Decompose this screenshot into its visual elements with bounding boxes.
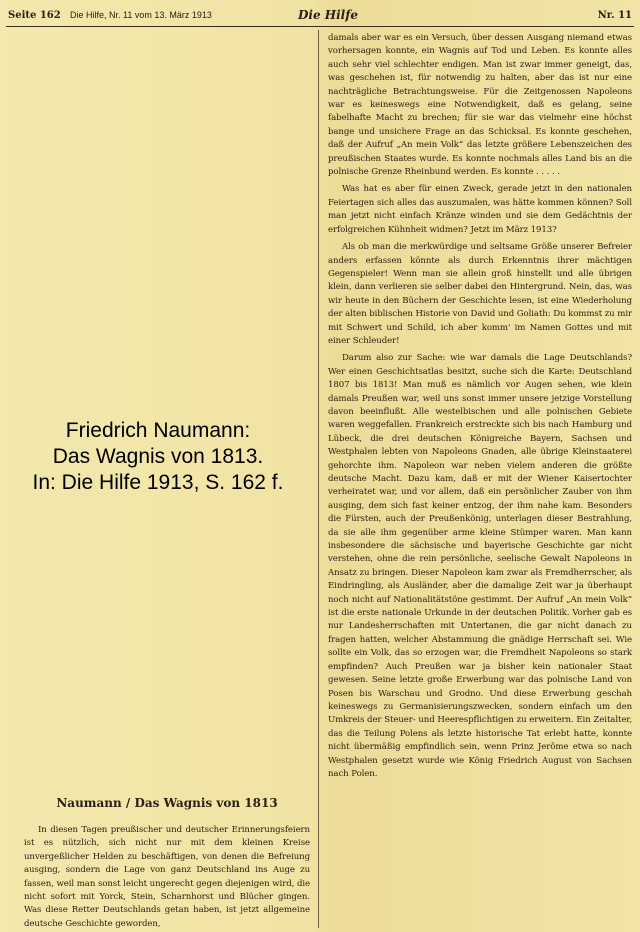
- paragraph: Was hat es aber für einen Zweck, gerade jetzt in den nationalen Feiertagen sich alles das auszumalen, was hätte kommen können? Soll man jetzt nicht einfach Kränze winden und sie dem Gedächtnis der erfolgreichen Kühnheit widmen? Jetzt im März 1913?: [328, 184, 632, 235]
- issue-info: Die Hilfe, Nr. 11 vom 13. März 1913: [70, 10, 212, 20]
- issue-number: Nr. 11: [597, 10, 632, 21]
- journal-title: Die Hilfe: [298, 8, 359, 22]
- article-start: [24, 796, 310, 931]
- paragraph: In diesen Tagen preußischer und deutscher Erinnerungsfeiern ist es nützlich, sich nicht nur mit dem kleinen Kreise unvergeßlicher Helden zu beschäftigen, von denen die Befreiung ausging, sondern die Lage von ganz Deutschland ins Auge zu fassen, weil man sonst leicht ungerecht gegen diejenigen wird, die nicht sofort mit Yorck, Stein, Scharnhorst und Blücher gingen. Was diese Retter Deutschlands getan haben, ist jetzt allgemeine deutsche Geschichte geworden,: [24, 825, 310, 929]
- article-body-left: [24, 824, 310, 931]
- article-body-right: [328, 32, 632, 785]
- page-number: Seite 162: [8, 10, 61, 21]
- paragraph: damals aber war es ein Versuch, über dessen Ausgang niemand etwas vorhersagen konnte, ein Wagnis auf Tod und Leben. Es konnte alles auch sehr viel schlechter endigen. Man ist zwar immer geneigt, das, was geschehen ist, für notwendig zu halten, aber das ist nur eine nachträgliche Betrachtungsweise. Für die Zeitgenossen Napoleons war es keineswegs eine Notwendigkeit, daß es gelang, seine fabelhafte Macht zu brechen; für sie war das vielmehr eine höchst bange und unsichere Frage an das Schicksal. Es konnte geschehen, daß der Aufruf „An mein Volk“ das letzte größere Lebenszeichen des preußischen Staates wurde. Es konnte nochmals alles Land bis an die polnische Grenze Rheinbund werden. Es konnte . . . . .: [328, 33, 632, 178]
- caption-line: In: Die Hilfe 1913, S. 162 f.: [32, 471, 284, 494]
- article-title: Naumann / Das Wagnis von 1813: [56, 796, 278, 810]
- column-divider: [318, 30, 319, 928]
- citation-caption: [6, 418, 310, 496]
- caption-line: Das Wagnis von 1813.: [52, 445, 264, 468]
- page-header: [6, 4, 634, 27]
- paragraph: Als ob man die merkwürdige und seltsame Größe unserer Befreier anders erfassen könnte als durch Erkenntnis ihrer mächtigen Gegenspieler! Wenn man sie allein groß hinstellt und alle übrigen klein, dann verlieren sie selber dabei den Hintergrund. Nein, das, was wir heute in den Büchern der Geschichte lesen, ist eine Wiederholung der alten biblischen Historie von David und Goliath: Du kommst zu mir mit Schwert und Schild, ich aber komm' im Namen Gottes und mit einer Schleuder!: [328, 242, 632, 346]
- paragraph: Darum also zur Sache: wie war damals die Lage Deutschlands? Wer einen Geschichtsatlas besitzt, suche sich die Karte: Deutschland 1807 bis 1813! Man muß es nämlich vor Augen sehen, wie klein damals Preußen war, weil uns sonst immer unsere jetzige Vorstellung davon beeinflußt. Alle westelbischen und alle polnischen Gebiete waren weggefallen. Frankreich erstreckte sich bis nach Hamburg und Lübeck, die drei deutschen Königreiche Bayern, Sachsen und Westphalen lebten von Napoleons Gnaden, alle übrige Kleinstaaterei gehorchte ihm. Napoleon war neben vielem anderen die größte deutsche Macht. Dazu kam, daß er mit der Wiener Kaisertochter verheiratet war, und vor allem, daß ein persönlicher Zauber von ihm ausging, dem sich fast keiner entzog, der ihm nahe kam. Besonders die Fürsten, auch der Preußenkönig, unterlagen dieser Bestrahlung, da sie alle ihm gegenüber arme kleine Stümper waren. Man kann insbesondere die sächsische und bayerische Geschichte gar nicht verstehen, ohne die rein persönliche, seelische Gewalt Napoleons in Ansatz zu bringen. Dieser Napoleon kam zwar als Fremdherrscher, als Eindringling, als Ausländer, aber die damalige Zeit war ja überhaupt noch nicht auf Nationalitätstöne gestimmt. Der Aufruf „An mein Volk“ ist die erste nationale Urkunde in der deutschen Politik. Vorher gab es nur Landesherrschaften mit Untertanen, die gar nicht danach zu fragen hatten, welcher Abstammung die gnädige Herrschaft sei. Wie sollte ein Volk, das so erzogen war, die Fremdheit Napoleons so stark empfinden? Auch Preußen war ja bisher kein nationaler Staat gewesen. Seine letzte große Erwerbung war das polnische Land von Posen bis Warschau und Grodno. Und diese Erwerbung geschah keineswegs zu Germanisierungszwecken, sondern einfach um den Umkreis der Steuer- und Heerespflichtigen zu erweitern. Ein Zeitalter, das die Teilung Polens als letzte historische Tat erlebt hatte, konnte nicht übermäßig empfindlich sein, wenn Prinz Jerôme etwa so nach Westphalen gesetzt wurde wie König Friedrich August von Sachsen nach Polen.: [328, 353, 632, 779]
- caption-line: Friedrich Naumann:: [65, 419, 251, 442]
